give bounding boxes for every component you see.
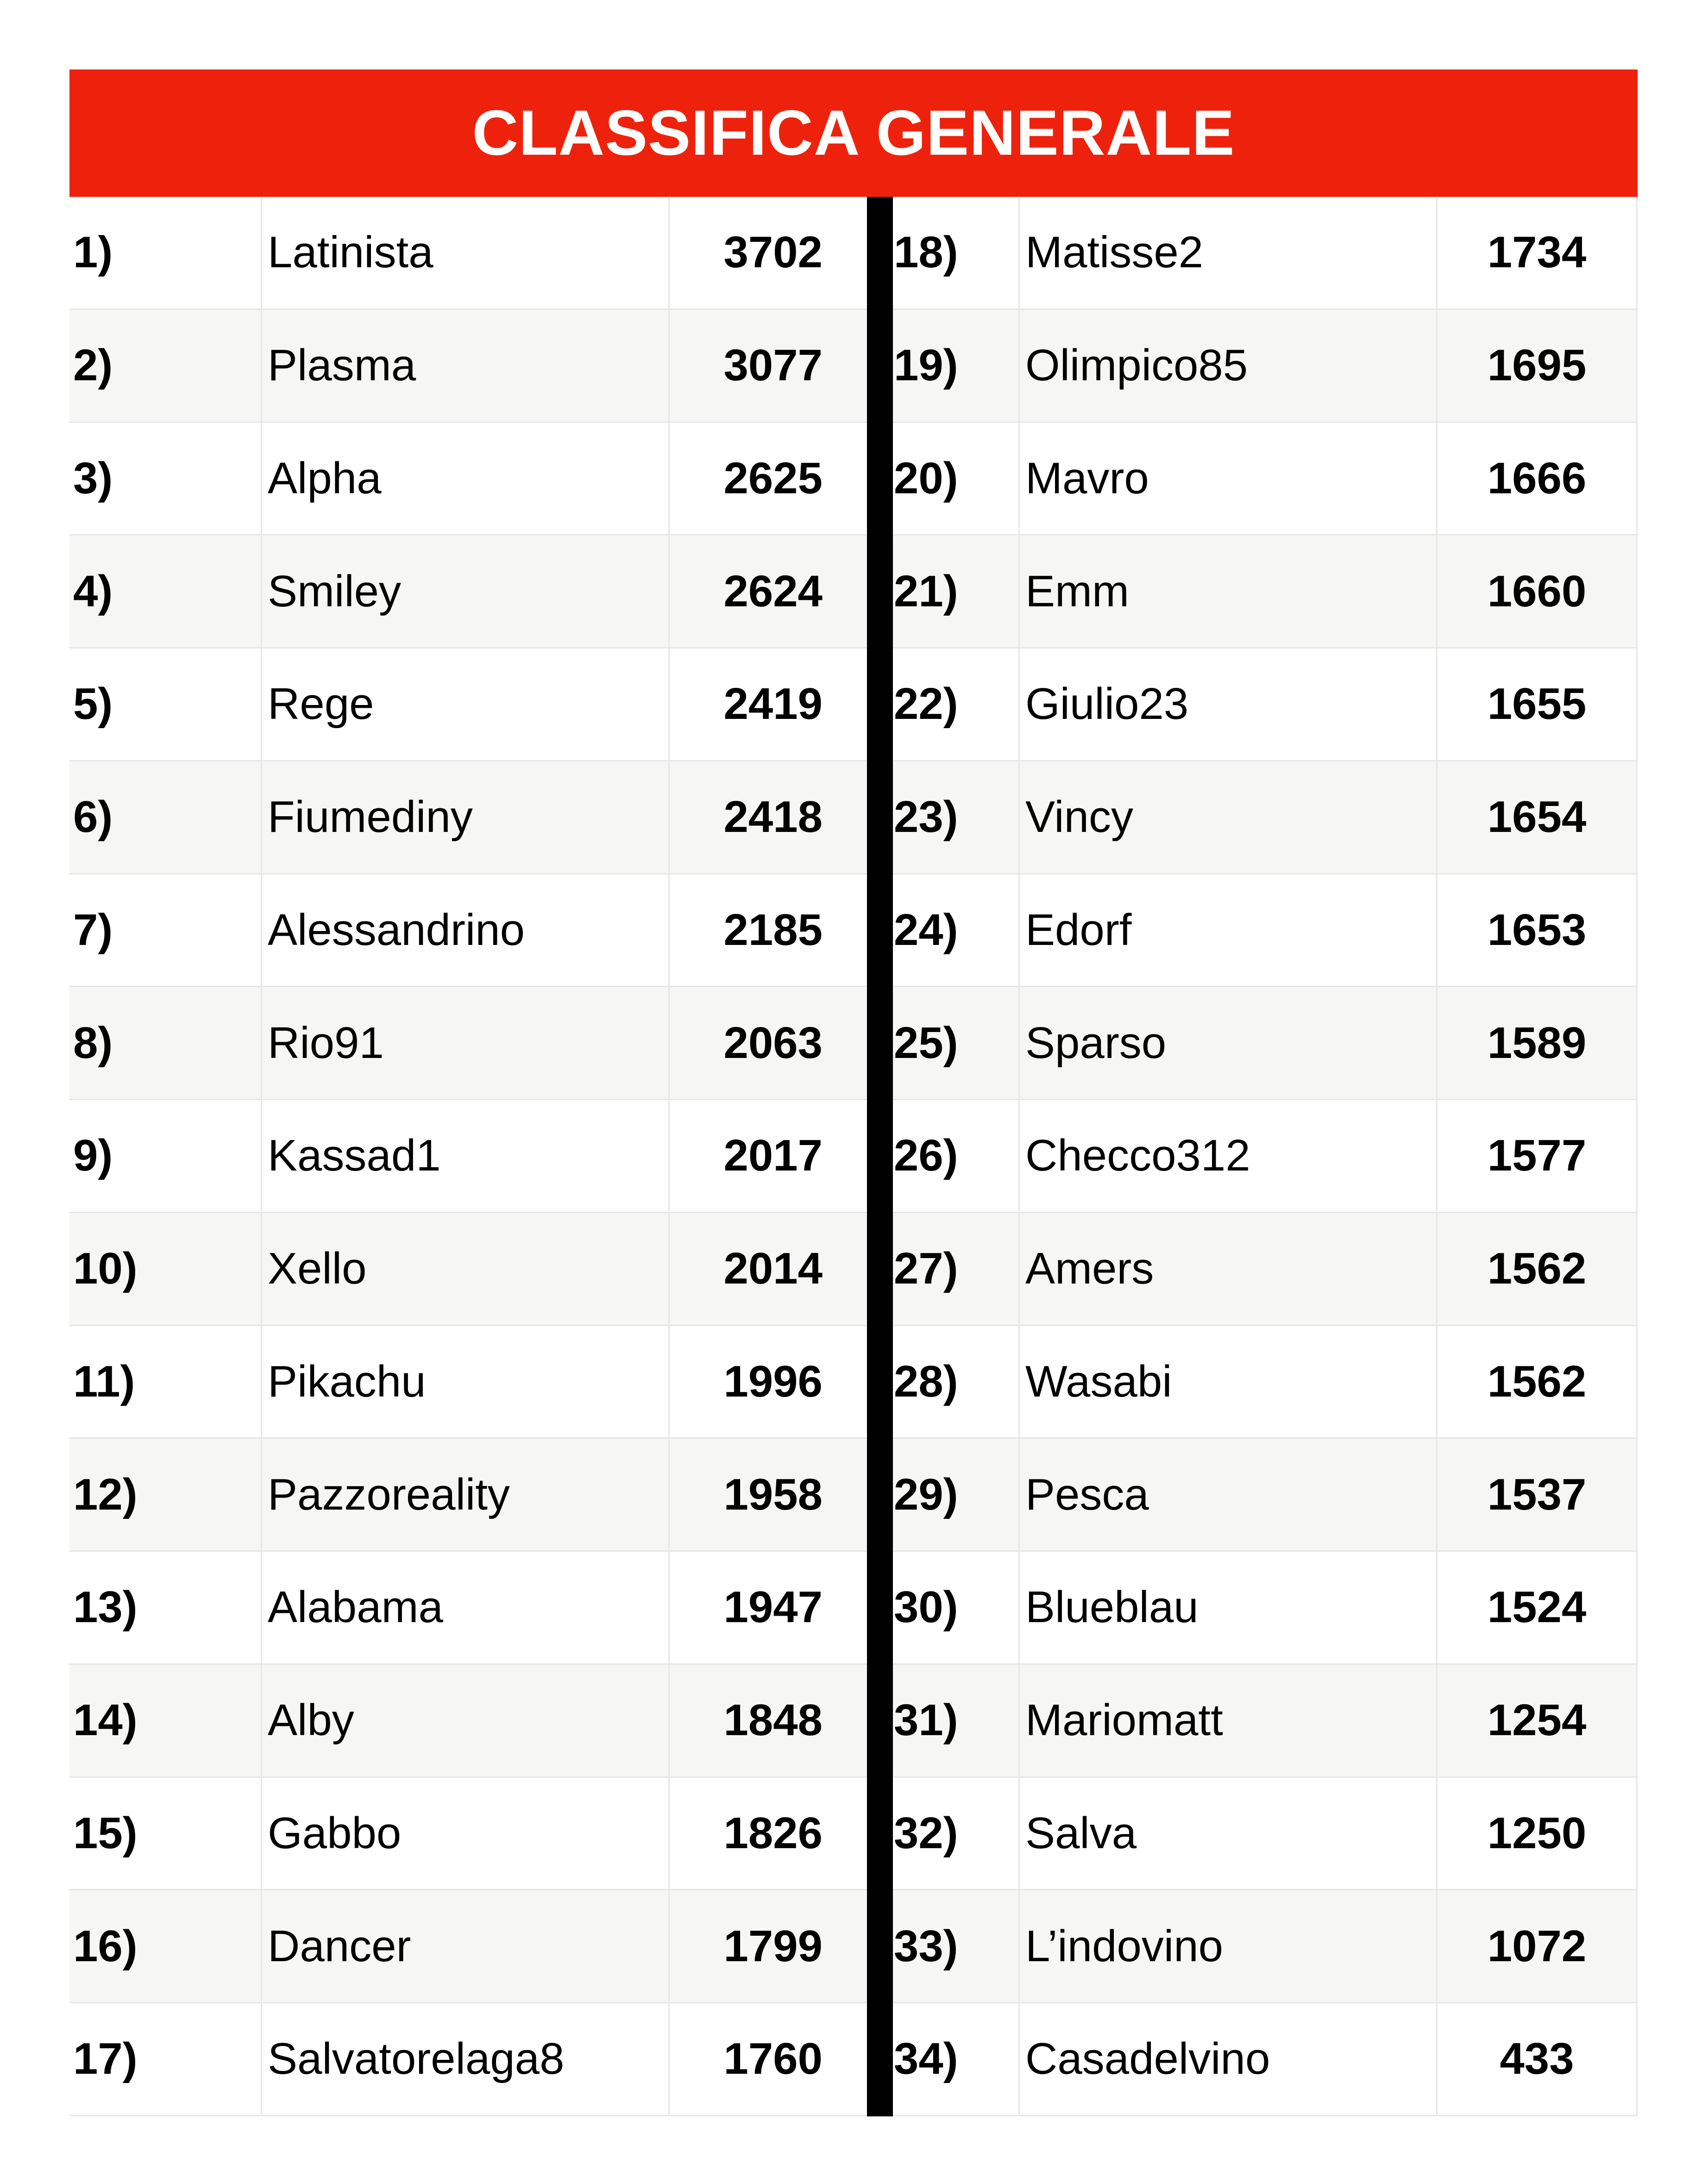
player-name-cell: Matisse2 — [1020, 197, 1438, 308]
rank-cell: 13) — [69, 1552, 262, 1663]
table-row — [893, 1326, 1638, 1439]
points-cell: 1947 — [723, 1582, 823, 1632]
player-name-cell: Alby — [262, 1665, 670, 1776]
player-name-cell: Vincy — [1020, 762, 1438, 873]
player-name-cell: Dancer — [262, 1890, 670, 2002]
table-row — [893, 987, 1638, 1100]
table-row — [69, 1552, 867, 1665]
points-cell: 1254 — [1438, 1665, 1638, 1776]
rank-cell: 23) — [893, 762, 1020, 873]
rank-cell: 17) — [69, 2003, 262, 2115]
player-name-cell: Gabbo — [262, 1778, 670, 1889]
rank-cell: 19) — [893, 310, 1020, 422]
rank-cell: 18) — [893, 197, 1020, 308]
player-name-cell: Emm — [1020, 535, 1438, 647]
table-row — [893, 875, 1638, 988]
table-row — [893, 762, 1638, 875]
points-cell: 1660 — [1438, 535, 1638, 647]
standings-column-left — [69, 197, 867, 2116]
standings-column-right — [893, 197, 1638, 2116]
rank-cell: 30) — [893, 1552, 1020, 1663]
rank-cell: 2) — [69, 310, 262, 422]
points-cell: 2624 — [723, 566, 823, 616]
rank-cell: 6) — [69, 762, 262, 873]
table-row — [893, 1552, 1638, 1665]
player-name-cell: Mariomatt — [1020, 1665, 1438, 1776]
table-row — [893, 1439, 1638, 1552]
player-name-cell: Casadelvino — [1020, 2003, 1438, 2115]
rank-cell: 7) — [69, 875, 262, 986]
points-cell: 433 — [1438, 2003, 1638, 2115]
player-name-cell: Alpha — [262, 423, 670, 535]
table-row — [69, 197, 867, 310]
rank-cell: 10) — [69, 1213, 262, 1325]
points-cell: 2185 — [723, 905, 823, 955]
table-row — [69, 875, 867, 988]
player-name-cell: Alabama — [262, 1552, 670, 1663]
table-row — [893, 1778, 1638, 1891]
rank-cell: 21) — [893, 535, 1020, 647]
points-cell: 1996 — [723, 1356, 823, 1406]
table-row — [69, 1326, 867, 1439]
points-cell: 2419 — [723, 679, 823, 729]
points-cell: 1537 — [1438, 1439, 1638, 1550]
points-cell: 1734 — [1438, 197, 1638, 308]
player-name-cell: Giulio23 — [1020, 648, 1438, 760]
table-row — [893, 310, 1638, 423]
table-row — [893, 1665, 1638, 1778]
table-row — [69, 1778, 867, 1891]
table-row — [893, 535, 1638, 648]
player-name-cell: Latinista — [262, 197, 670, 308]
player-name-cell: Sparso — [1020, 987, 1438, 1099]
player-name-cell: Wasabi — [1020, 1326, 1438, 1438]
table-row — [893, 1100, 1638, 1213]
points-cell: 1562 — [1438, 1213, 1638, 1325]
rank-cell: 4) — [69, 535, 262, 647]
player-name-cell: Pikachu — [262, 1326, 670, 1438]
points-cell: 2063 — [723, 1018, 823, 1068]
player-name-cell: Mavro — [1020, 423, 1438, 535]
standings-board — [69, 69, 1638, 2116]
player-name-cell: Olimpico85 — [1020, 310, 1438, 422]
table-row — [893, 423, 1638, 536]
rank-cell: 8) — [69, 987, 262, 1099]
table-row — [69, 2003, 867, 2116]
table-row — [69, 1213, 867, 1326]
points-cell: 2625 — [723, 453, 823, 503]
rank-cell: 27) — [893, 1213, 1020, 1325]
points-cell: 1250 — [1438, 1778, 1638, 1889]
table-row — [69, 987, 867, 1100]
table-row — [893, 648, 1638, 762]
points-cell: 2014 — [723, 1244, 823, 1294]
points-cell: 1562 — [1438, 1326, 1638, 1438]
player-name-cell: Amers — [1020, 1213, 1438, 1325]
table-row — [69, 535, 867, 648]
rank-cell: 11) — [69, 1326, 262, 1438]
table-row — [69, 1665, 867, 1778]
table-row — [69, 762, 867, 875]
rank-cell: 15) — [69, 1778, 262, 1889]
table-row — [893, 1890, 1638, 2003]
points-cell: 2017 — [723, 1131, 823, 1181]
table-row — [69, 423, 867, 536]
player-name-cell: Salvatorelaga8 — [262, 2003, 670, 2115]
rank-cell: 26) — [893, 1100, 1020, 1212]
points-cell: 2418 — [723, 792, 823, 842]
rank-cell: 9) — [69, 1100, 262, 1212]
standings-title-banner — [69, 69, 1638, 197]
rank-cell: 28) — [893, 1326, 1020, 1438]
table-row — [69, 1439, 867, 1552]
rank-cell: 34) — [893, 2003, 1020, 2115]
rank-cell: 5) — [69, 648, 262, 760]
player-name-cell: Fiumediny — [262, 762, 670, 873]
table-row — [893, 1213, 1638, 1326]
column-divider — [867, 197, 893, 2116]
rank-cell: 1) — [69, 197, 262, 308]
points-cell: 1760 — [723, 2034, 823, 2084]
table-row — [69, 310, 867, 423]
player-name-cell: Kassad1 — [262, 1100, 670, 1212]
points-cell: 1666 — [1438, 423, 1638, 535]
player-name-cell: Pesca — [1020, 1439, 1438, 1550]
player-name-cell: Salva — [1020, 1778, 1438, 1889]
points-cell: 1589 — [1438, 987, 1638, 1099]
table-row — [893, 2003, 1638, 2116]
page-title: CLASSIFICA GENERALE — [472, 97, 1235, 169]
table-row — [893, 197, 1638, 310]
points-cell: 1654 — [1438, 762, 1638, 873]
points-cell: 1655 — [1438, 648, 1638, 760]
points-cell: 3702 — [723, 227, 823, 277]
rank-cell: 12) — [69, 1439, 262, 1550]
player-name-cell: Smiley — [262, 535, 670, 647]
points-cell: 1072 — [1438, 1890, 1638, 2002]
points-cell: 3077 — [723, 340, 823, 390]
player-name-cell: Pazzoreality — [262, 1439, 670, 1550]
points-cell: 1653 — [1438, 875, 1638, 986]
points-cell: 1524 — [1438, 1552, 1638, 1663]
rank-cell: 14) — [69, 1665, 262, 1776]
rank-cell: 31) — [893, 1665, 1020, 1776]
player-name-cell: Checco312 — [1020, 1100, 1438, 1212]
rank-cell: 25) — [893, 987, 1020, 1099]
player-name-cell: Rio91 — [262, 987, 670, 1099]
player-name-cell: Blueblau — [1020, 1552, 1438, 1663]
rank-cell: 22) — [893, 648, 1020, 760]
rank-cell: 29) — [893, 1439, 1020, 1550]
points-cell: 1848 — [723, 1695, 823, 1745]
points-cell: 1826 — [723, 1808, 823, 1858]
player-name-cell: Plasma — [262, 310, 670, 422]
rank-cell: 32) — [893, 1778, 1020, 1889]
points-cell: 1695 — [1438, 310, 1638, 422]
rank-cell: 3) — [69, 423, 262, 535]
points-cell: 1799 — [723, 1921, 823, 1971]
player-name-cell: Rege — [262, 648, 670, 760]
table-row — [69, 1890, 867, 2003]
table-row — [69, 648, 867, 762]
rank-cell: 20) — [893, 423, 1020, 535]
player-name-cell: Edorf — [1020, 875, 1438, 986]
rank-cell: 24) — [893, 875, 1020, 986]
standings-table — [69, 197, 1638, 2116]
rank-cell: 16) — [69, 1890, 262, 2002]
rank-cell: 33) — [893, 1890, 1020, 2002]
points-cell: 1958 — [723, 1469, 823, 1519]
player-name-cell: Xello — [262, 1213, 670, 1325]
table-row — [69, 1100, 867, 1213]
player-name-cell: L’indovino — [1020, 1890, 1438, 2002]
player-name-cell: Alessandrino — [262, 875, 670, 986]
points-cell: 1577 — [1438, 1100, 1638, 1212]
